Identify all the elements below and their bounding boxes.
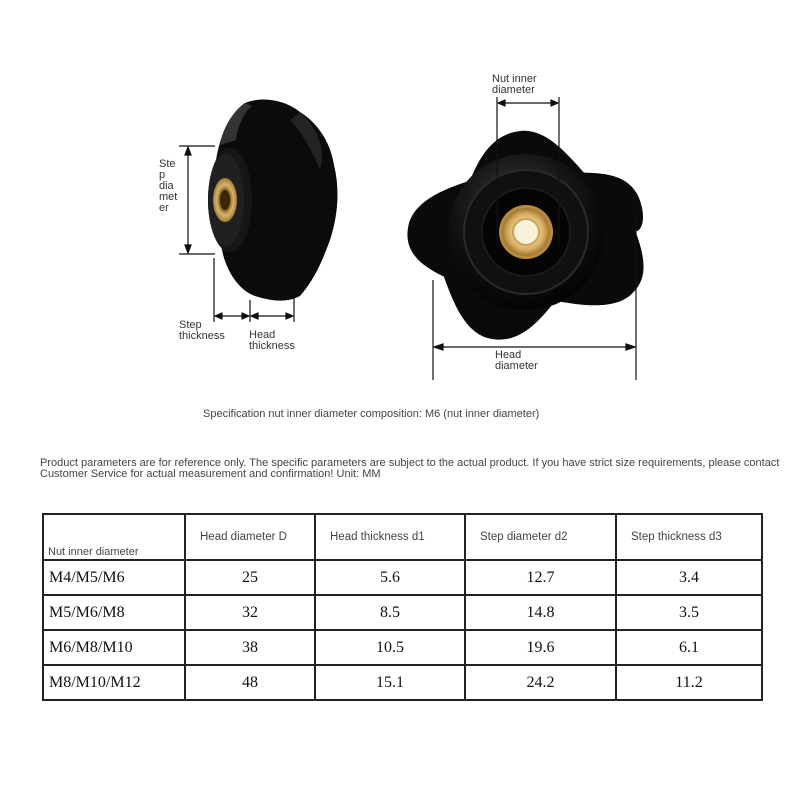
knob-side-image	[208, 100, 337, 301]
table-cell: M5/M6/M8	[43, 595, 185, 630]
header-head-diameter: Head diameter D	[185, 514, 315, 560]
table-row	[43, 595, 762, 630]
parameters-table	[42, 513, 763, 701]
table-cell: 24.2	[465, 665, 616, 700]
table-header-row	[43, 514, 762, 560]
table-cell: M4/M5/M6	[43, 560, 185, 595]
step-thickness-label: Step thickness	[179, 319, 225, 342]
header-step-thickness: Step thickness d3	[616, 514, 762, 560]
table-cell: 14.8	[465, 595, 616, 630]
table-cell: 38	[185, 630, 315, 665]
table-cell: 11.2	[616, 665, 762, 700]
table-cell: 25	[185, 560, 315, 595]
step-diameter-label: Ste p dia met er	[159, 158, 178, 214]
table-cell: M6/M8/M10	[43, 630, 185, 665]
table-cell: 3.4	[616, 560, 762, 595]
table-cell: 3.5	[616, 595, 762, 630]
nut-inner-diameter-label: Nut inner diameter	[492, 73, 537, 96]
header-step-diameter: Step diameter d2	[465, 514, 616, 560]
table-row	[43, 665, 762, 700]
table-cell: M8/M10/M12	[43, 665, 185, 700]
table-cell: 15.1	[315, 665, 465, 700]
header-head-thickness: Head thickness d1	[315, 514, 465, 560]
head-diameter-label: Head diameter	[495, 349, 538, 372]
table-cell: 10.5	[315, 630, 465, 665]
disclaimer-text: Product parameters are for reference only. The specific parameters are subject to the actual product. If you have strict size requirements, please contact Customer Service for actual measurement and confirmation! Unit: MM	[40, 457, 780, 480]
table-cell: 12.7	[465, 560, 616, 595]
table-cell: 6.1	[616, 630, 762, 665]
table-cell: 8.5	[315, 595, 465, 630]
table-row	[43, 630, 762, 665]
table-cell: 48	[185, 665, 315, 700]
table-cell: 5.6	[315, 560, 465, 595]
specification-text: Specification nut inner diameter composition: M6 (nut inner diameter)	[203, 408, 540, 420]
knob-front-image	[407, 131, 643, 340]
header-nut-inner-diameter: Nut inner diameter	[43, 514, 185, 560]
head-thickness-label: Head thickness	[249, 329, 295, 352]
table-cell: 32	[185, 595, 315, 630]
table-row	[43, 560, 762, 595]
table-cell: 19.6	[465, 630, 616, 665]
